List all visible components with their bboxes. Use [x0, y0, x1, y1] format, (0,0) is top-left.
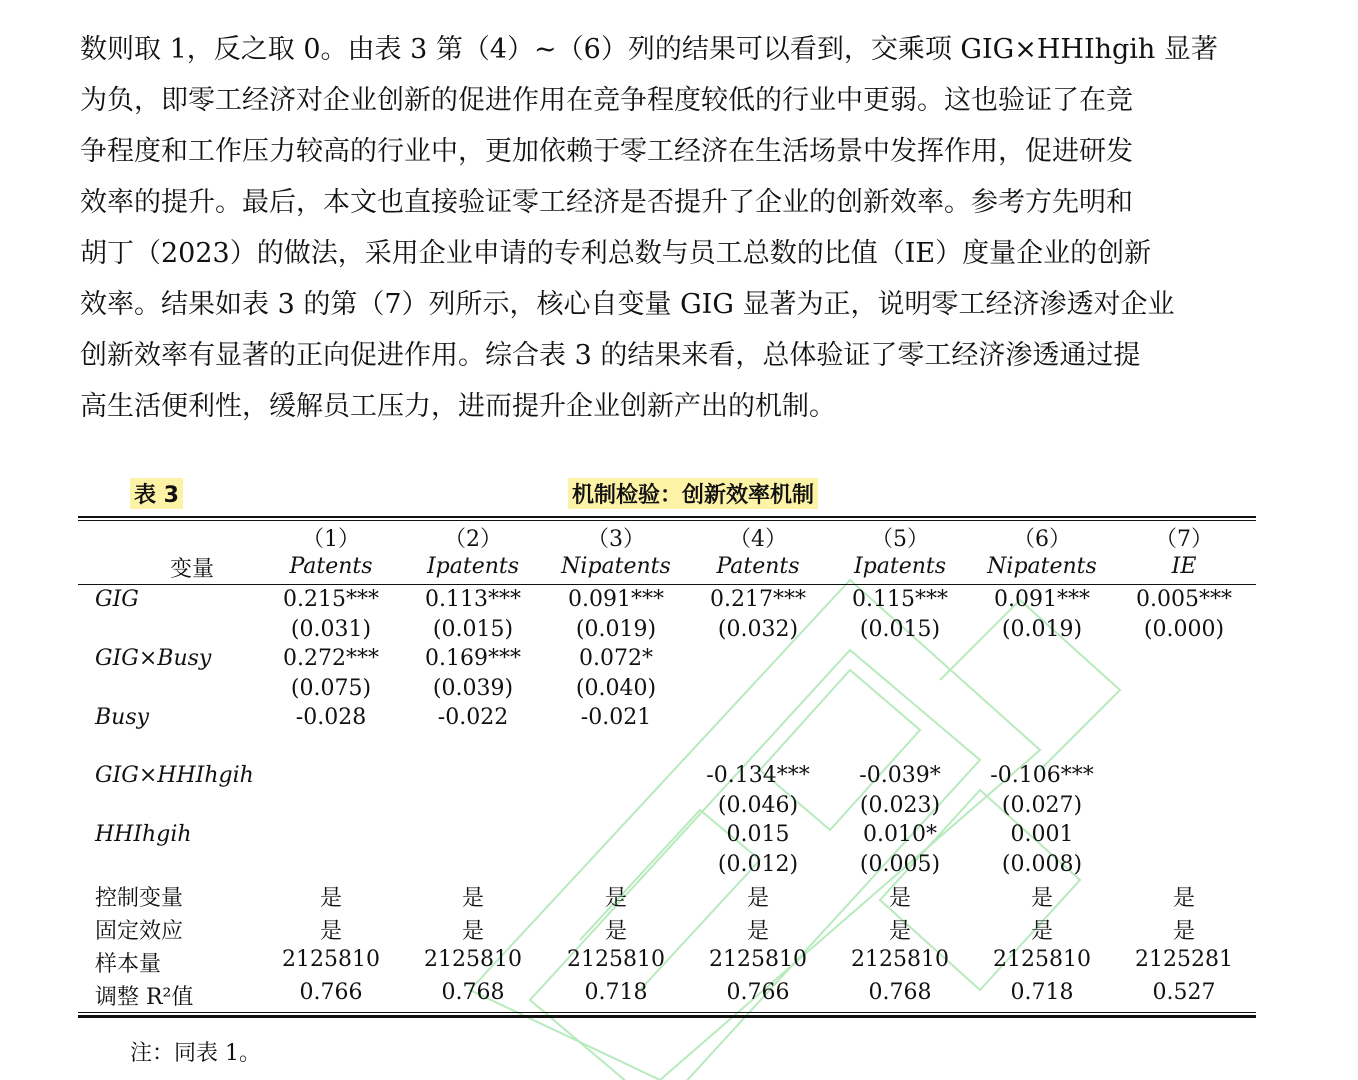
stat-label: 样本量: [95, 952, 162, 977]
row-label: GIG×HHIhgih: [95, 763, 254, 788]
se-cell: (0.046): [717, 793, 799, 818]
column-number: （5）: [871, 527, 929, 552]
coef-cell: 0.215***: [283, 587, 379, 612]
table-bottom-rule-2: [78, 1015, 1256, 1018]
stat-cell: 2125281: [1135, 947, 1233, 972]
coef-cell: 0.015: [726, 822, 790, 847]
stat-cell: 0.718: [1010, 980, 1074, 1005]
stat-cell: 0.718: [584, 980, 648, 1005]
coef-cell: -0.106***: [990, 763, 1094, 788]
se-cell: (0.019): [1001, 617, 1083, 642]
se-cell: (0.032): [717, 617, 799, 642]
paragraph-line: 效率。结果如表 3 的第（7）列所示，核心自变量 GIG 显著为正，说明零工经济渗透对企业: [80, 289, 1175, 320]
coef-cell: -0.022: [437, 705, 509, 730]
stat-label: 调整 R²值: [95, 985, 194, 1010]
stat-cell: 0.768: [441, 980, 505, 1005]
stat-cell: 是: [319, 919, 343, 944]
coef-cell: 0.115***: [852, 587, 948, 612]
paragraph-line: 争程度和工作压力较高的行业中，更加依赖于零工经济在生活场景中发挥作用，促进研发: [80, 136, 1133, 167]
coef-cell: 0.005***: [1136, 587, 1232, 612]
paragraph-line: 效率的提升。最后，本文也直接验证零工经济是否提升了企业的创新效率。参考方先明和: [80, 187, 1133, 218]
column-number: （2）: [444, 527, 502, 552]
coef-cell: -0.028: [295, 705, 367, 730]
column-number: （3）: [587, 527, 645, 552]
table-title: 机制检验：创新效率机制: [568, 478, 818, 509]
column-name: Nipatents: [987, 554, 1097, 579]
column-number: （4）: [729, 527, 787, 552]
stat-cell: 2125810: [424, 947, 522, 972]
se-cell: (0.039): [432, 676, 514, 701]
se-cell: (0.019): [575, 617, 657, 642]
se-cell: (0.027): [1001, 793, 1083, 818]
se-cell: (0.031): [290, 617, 372, 642]
table-note: 注：同表 1。: [130, 1041, 261, 1066]
column-number: （1）: [302, 527, 360, 552]
stat-cell: 0.766: [299, 980, 363, 1005]
row-label: GIG×Busy: [95, 646, 212, 671]
stat-cell: 是: [1172, 886, 1196, 911]
stat-cell: 是: [888, 919, 912, 944]
stat-cell: 是: [1030, 886, 1054, 911]
stat-label: 固定效应: [95, 919, 184, 944]
se-cell: (0.000): [1143, 617, 1225, 642]
stat-cell: 0.766: [726, 980, 790, 1005]
header-variable: 变量: [170, 557, 215, 582]
column-name: Ipatents: [853, 554, 947, 579]
se-cell: (0.015): [859, 617, 941, 642]
coef-cell: -0.039*: [859, 763, 941, 788]
stat-cell: 2125810: [282, 947, 380, 972]
coef-cell: 0.001: [1010, 822, 1074, 847]
stat-cell: 是: [461, 886, 485, 911]
se-cell: (0.012): [717, 852, 799, 877]
se-cell: (0.008): [1001, 852, 1083, 877]
stat-cell: 2125810: [993, 947, 1091, 972]
column-name: Patents: [716, 554, 800, 579]
table-bottom-rule: [78, 1012, 1256, 1013]
coef-cell: 0.010*: [863, 822, 937, 847]
paragraph-line: 胡丁（2023）的做法，采用企业申请的专利总数与员工总数的比值（IE）度量企业的创新: [80, 238, 1152, 269]
table-top-rule-2: [78, 520, 1256, 521]
coef-cell: 0.272***: [283, 646, 379, 671]
stat-cell: 是: [888, 886, 912, 911]
stat-cell: 2125810: [709, 947, 807, 972]
paragraph-line: 高生活便利性，缓解员工压力，进而提升企业创新产出的机制。: [80, 391, 836, 422]
stat-cell: 是: [746, 919, 770, 944]
se-cell: (0.023): [859, 793, 941, 818]
coef-cell: 0.113***: [425, 587, 521, 612]
row-label: Busy: [95, 705, 150, 730]
row-label: GIG: [95, 587, 139, 612]
row-label: HHIhgih: [95, 822, 192, 847]
column-name: Patents: [289, 554, 373, 579]
coef-cell: 0.217***: [710, 587, 806, 612]
column-name: IE: [1171, 554, 1197, 579]
se-cell: (0.005): [859, 852, 941, 877]
stat-cell: 是: [319, 886, 343, 911]
stat-cell: 是: [746, 886, 770, 911]
paragraph-line: 数则取 1，反之取 0。由表 3 第（4）~（6）列的结果可以看到，交乘项 GIG×HHIhgih 显著: [80, 34, 1218, 65]
table-top-rule: [78, 516, 1256, 518]
column-number: （6）: [1013, 527, 1071, 552]
paragraph-line: 创新效率有显著的正向促进作用。综合表 3 的结果来看，总体验证了零工经济渗透通过提: [80, 340, 1141, 371]
stat-label: 控制变量: [95, 886, 184, 911]
stat-cell: 是: [604, 886, 628, 911]
coef-cell: 0.169***: [425, 646, 521, 671]
coef-cell: -0.021: [580, 705, 652, 730]
table-label: 表 3: [130, 478, 183, 509]
column-name: Ipatents: [426, 554, 520, 579]
stat-cell: 是: [1030, 919, 1054, 944]
coef-cell: -0.134***: [706, 763, 810, 788]
stat-cell: 是: [1172, 919, 1196, 944]
column-name: Nipatents: [561, 554, 671, 579]
stat-cell: 是: [461, 919, 485, 944]
body-paragraph: [80, 24, 1255, 432]
stat-cell: 0.768: [868, 980, 932, 1005]
paragraph-line: 为负，即零工经济对企业创新的促进作用在竞争程度较低的行业中更弱。这也验证了在竞: [80, 85, 1133, 116]
se-cell: (0.075): [290, 676, 372, 701]
stat-cell: 2125810: [567, 947, 665, 972]
stat-cell: 2125810: [851, 947, 949, 972]
coef-cell: 0.091***: [568, 587, 664, 612]
stat-cell: 0.527: [1152, 980, 1216, 1005]
column-number: （7）: [1155, 527, 1213, 552]
coef-cell: 0.072*: [579, 646, 653, 671]
table-header-rule: [78, 584, 1256, 585]
stat-cell: 是: [604, 919, 628, 944]
se-cell: (0.015): [432, 617, 514, 642]
coef-cell: 0.091***: [994, 587, 1090, 612]
se-cell: (0.040): [575, 676, 657, 701]
